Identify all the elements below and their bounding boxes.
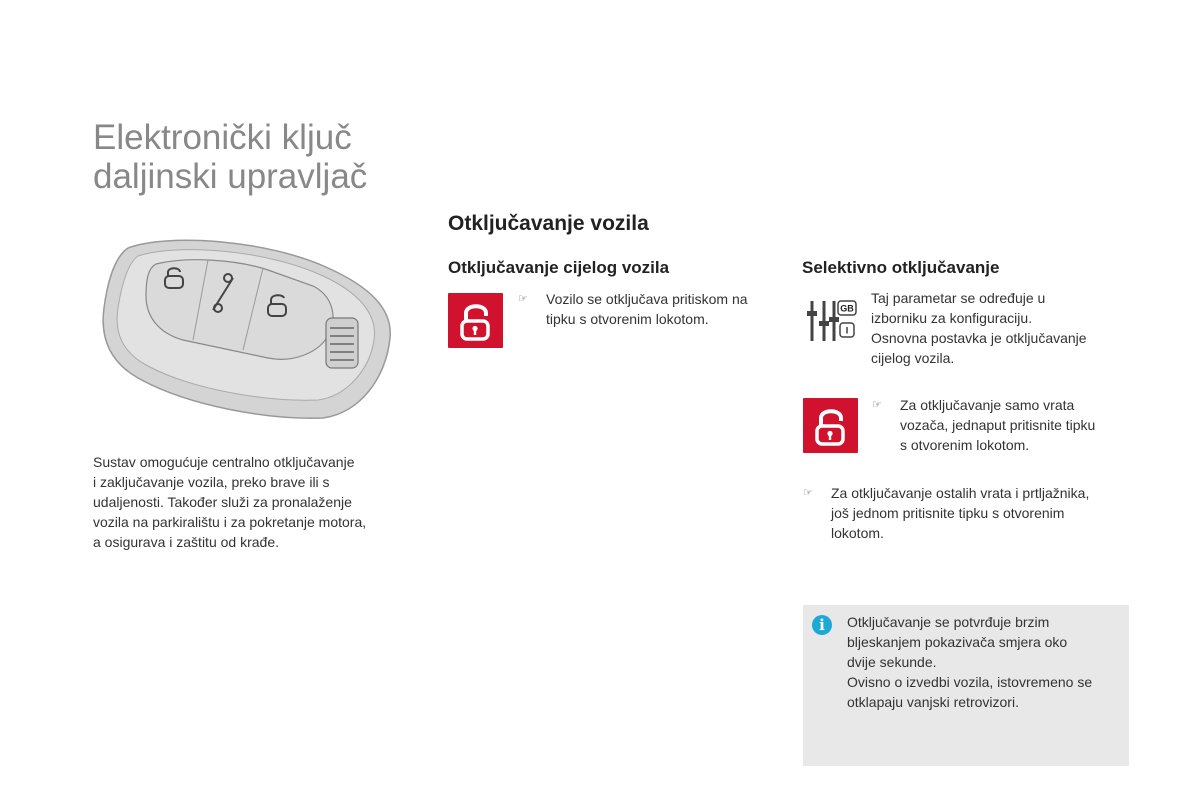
page-title-line-2: daljinski upravljač	[93, 157, 368, 196]
pointing-hand-icon: ☞	[803, 487, 813, 499]
unlock-padlock-icon	[803, 398, 858, 453]
bullet-line: Za otključavanje ostalih vrata i prtljažnika,	[831, 485, 1090, 501]
bullet-line: još jednom pritisnite tipku s otvorenim	[831, 505, 1065, 521]
pointing-hand-icon: ☞	[518, 293, 528, 305]
config-icon-label-i: I	[845, 325, 849, 336]
key-fob-illustration	[98, 228, 398, 428]
page-title-line-1: Elektronički ključ	[93, 118, 352, 157]
intro-line: a osigurava i zaštitu od krađe.	[93, 534, 279, 550]
config-line: cijelog vozila.	[871, 350, 955, 366]
intro-paragraph	[93, 452, 408, 552]
info-icon-glyph: i	[819, 616, 825, 634]
info-box	[803, 605, 1129, 766]
info-line: otklapaju vanjski retrovizori.	[847, 694, 1019, 710]
config-line: izborniku za konfiguraciju.	[871, 310, 1033, 326]
config-line: Taj parametar se određuje u	[871, 290, 1046, 306]
intro-line: i zaključavanje vozila, preko brave ili s	[93, 474, 330, 490]
selective-config-text	[871, 288, 1141, 368]
bullet-line: tipku s otvorenim lokotom.	[546, 311, 709, 327]
selective-unlock-heading: Selektivno otključavanje	[802, 258, 1000, 277]
bullet-line: lokotom.	[831, 525, 884, 541]
section-heading: Otključavanje vozila	[448, 212, 649, 235]
page-title	[93, 118, 453, 196]
configuration-sliders-icon	[806, 299, 858, 343]
config-icon-label-gb: GB	[840, 303, 854, 314]
bullet-line: vozača, jednaput pritisnite tipku	[900, 417, 1096, 433]
driver-unlock-bullet	[872, 395, 1142, 459]
other-doors-unlock-bullet	[803, 483, 1143, 547]
bullet-line: Vozilo se otključava pritiskom na	[546, 291, 748, 307]
info-line: dvije sekunde.	[847, 654, 937, 670]
info-text	[847, 612, 1127, 712]
info-line: bljeskanjem pokazivača smjera oko	[847, 634, 1068, 650]
intro-line: vozila na parkiralištu i za pokretanje motora,	[93, 514, 367, 530]
info-icon	[812, 615, 832, 635]
key-blade-icon	[326, 318, 358, 368]
bullet-line: Za otključavanje samo vrata	[900, 397, 1075, 413]
info-line: Otključavanje se potvrđuje brzim	[847, 614, 1050, 630]
info-line: Ovisno o izvedbi vozila, istovremeno se	[847, 674, 1093, 690]
unlock-padlock-icon	[448, 293, 503, 348]
bullet-line: s otvorenim lokotom.	[900, 437, 1030, 453]
intro-line: udaljenosti. Također služi za pronalaženje	[93, 494, 352, 510]
pointing-hand-icon: ☞	[872, 399, 882, 411]
full-unlock-bullet	[518, 289, 778, 334]
config-line: Osnovna postavka je otključavanje	[871, 330, 1087, 346]
intro-line: Sustav omogućuje centralno otključavanje	[93, 454, 355, 470]
full-unlock-heading: Otključavanje cijelog vozila	[448, 258, 670, 277]
